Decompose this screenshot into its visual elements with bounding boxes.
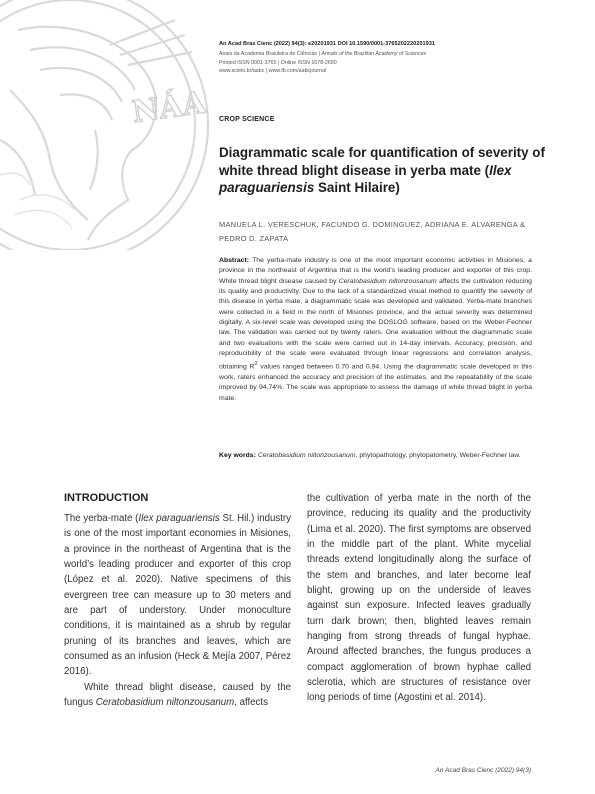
keywords-rest: , phytopathology, phytopatometry, Weber-Fechner law. — [355, 452, 521, 459]
intro-p1-species: Ilex paraguariensis — [138, 513, 220, 524]
abstract-superscript: 2 — [254, 361, 258, 368]
journal-header — [219, 41, 519, 76]
journal-name-line — [219, 50, 519, 59]
abstract — [219, 256, 532, 404]
abstract-species: Ceratobasidium niltonzousanum — [338, 277, 437, 285]
intro-paragraph-1 — [64, 511, 291, 680]
citation-line: An Acad Bras Cienc (2022) 94(3): e20201931 DOI 10.1590/0001-3765202220201931 — [219, 41, 435, 47]
abstract-text-3: values ranged between 0.70 and 0.94. Using the diagrammatic scale developed in this work, raters enhanced the accuracy and precision of the estimates, and the repeatability of the scale improved by 94.74%. The scale was appropriate to assess the damage of white thread blight in yerba mate. — [219, 363, 532, 402]
separator: | — [318, 51, 320, 57]
academy-seal-minerva-icon — [0, 0, 215, 250]
intro-p2-rest: , affects — [234, 697, 268, 709]
issn-line: Printed ISSN 0001-3765 | Online ISSN 1678-2690 — [219, 59, 337, 66]
intro-paragraph-2-continued: the cultivation of yerba mate in the north of the province, reducing its quality and the productivity (Lima et al. 2020). The first symptoms are observed in the middle part of the plant. White mycelial threads extend longitudinally along the surface of the stem and branches, and later become leaf blight, growing up on the underside of leaves against sun exposure. Infected leaves gradually turn dark brown; then, blighted leaves remain hanging from strong threads of fungal hyphae. Around affected branches, the fungus produces a compact agglomeration of brown hyphae called sclerotia, which are structures of resistance over long periods of time (Agostini et al. 2014). — [307, 493, 531, 704]
section-label: CROP SCIENCE — [219, 116, 275, 123]
title-main: Diagrammatic scale for quantification of severity of white thread blight disease in yerba mate ( — [219, 145, 545, 178]
author-list: MANUELA L. VERESCHUK, FACUNDO G. DOMINGUEZ, ADRIANA E. ALVARENGA & PEDRO D. ZAPATA — [219, 220, 526, 243]
abstract-text-2: affects the cultivation reducing its quality and productivity. Due to the lack of a standardized visual method to quantify the severity of this disease in yerba mate, a diagrammatic scale was developed and validated. Yerba-mate branches were collected in a field in the north of Misiones province, and the actual severity was determined digitally. A six-level scale was developed using the DOSLOG software, based on the Weber-Fechner law. The validation was carried out by twenty raters. One evaluation without the diagrammatic scale and two evaluations with the scale were carried out in 14-day intervals. Accuracy, precision, and reproducibility of the scale were evaluated through linear regressions and correlation analysis, obtaining R — [219, 277, 532, 371]
abstract-label: Abstract: — [219, 257, 250, 264]
introduction-heading: INTRODUCTION — [64, 492, 149, 504]
journal-name-pt: Anais da Academia Brasileira de Ciências — [219, 51, 318, 57]
journal-links[interactable]: www.scielo.br/aabc | www.fb.com/aabcjournal — [219, 68, 327, 75]
body-column-left — [64, 511, 291, 710]
keywords — [219, 451, 532, 461]
body-column-right — [307, 491, 531, 706]
article-title — [219, 144, 559, 197]
intro-p1-start: The yerba-mate ( — [64, 513, 139, 524]
title-end: Saint Hilaire) — [314, 180, 400, 195]
keywords-species: Ceratobasidium niltonzousanum — [257, 452, 356, 459]
intro-p1-rest: St. Hil.) industry is one of the most important economies in Misiones, a province in the northeast of Argentina that is the world’s leading producer and exporter of this crop (López et al. 2020). Native specimens of this evergreen tree can measure up to 30 meters and are part of understory. Under monoculture conditions, it is maintained as a shrub by regular pruning of its branches and leaves, which are consumed as an infusion (Heck & Mejía 2007, Pérez 2016). — [64, 513, 291, 678]
intro-p2-start: White thread blight disease, caused by the fungus — [64, 681, 291, 709]
journal-name-en: Annals of the Brazilian Academy of Sciences — [321, 51, 427, 57]
keywords-label: Key words: — [219, 452, 256, 459]
intro-p2-species: Ceratobasidium niltonzousanum — [95, 697, 235, 709]
intro-paragraph-2 — [64, 680, 291, 711]
seal-monogram: NÁA — [129, 85, 208, 131]
page-footer: An Acad Bras Cienc (2022) 94(3) — [435, 767, 531, 774]
title-species: Ilex paraguariensis — [219, 162, 512, 195]
abstract-text-1: The yerba-mate industry is one of the most important economic activities in Misiones, a province in the northeast of Argentina that is the world’s leading producer and exporter of this crop. White thread blight disease caused by — [219, 257, 532, 285]
